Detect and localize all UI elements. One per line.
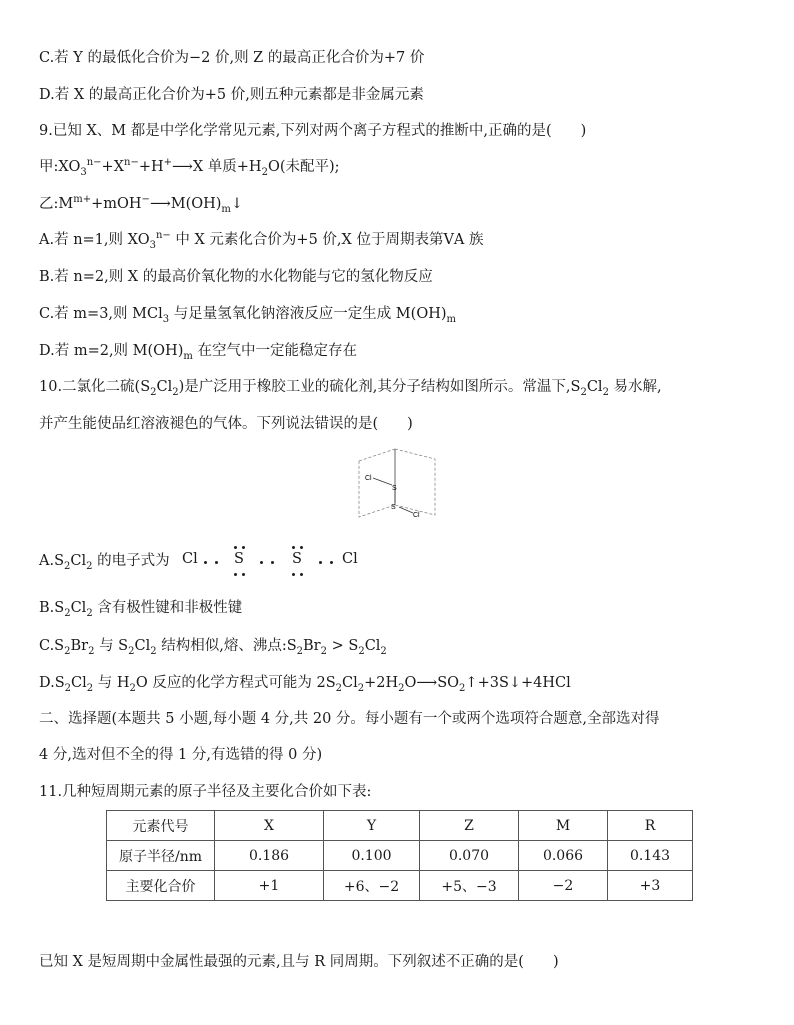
q9-option-b: B.若 n=2,则 X 的最高价氧化物的水化物能与它的氢化物反应 [39, 269, 433, 285]
q9-option-d: D.若 m=2,则 $M(OH)_m$ 在空气中一定能稳定存在 [39, 343, 357, 362]
q10-option-a: $A.S_2Cl_2$ 的电子式为 [39, 553, 170, 572]
table-header-cell: 元素代号 [107, 811, 215, 841]
s2cl2-structure-figure [355, 445, 443, 529]
q10-option-d: $D.S_2Cl_2$ 与 $H_2O$ 反应的化学方程式可能为 $2S_2Cl_2+2H_2O⟶SO_2↑+3S↓+4HCl$ [39, 675, 571, 694]
table-row [107, 841, 693, 871]
table-cell: 主要化合价 [107, 871, 215, 901]
table-cell: −2 [519, 871, 608, 901]
figure-s-label-2: S [391, 504, 396, 511]
lewis-s-right: S [292, 551, 302, 567]
table-header-cell: Y [324, 811, 420, 841]
figure-cl-label-1: Cl [365, 475, 372, 482]
table-header-row [107, 811, 693, 841]
table-cell: 0.066 [519, 841, 608, 871]
table-cell: +5、−3 [420, 871, 519, 901]
lewis-cl-right: Cl [342, 551, 358, 567]
q11-followup: 已知 X 是短周期中金属性最强的元素,且与 R 同周期。下列叙述不正确的是( ) [39, 954, 559, 970]
q9-option-a: A.若 n=1,则 $XO_3^{n-}$ 中 X 元素化合价为+5 价,X 位于周期表第ⅤA 族 [39, 230, 484, 251]
q9-equation-yi: 乙$:M^{m+}+mOH^-⟶M(OH)_m↓$ [39, 194, 244, 215]
q10-option-c: $C.S_2Br_2$ 与 $S_2Cl_2$ 结构相似,熔、沸点$:S_2Br_2 > S_2Cl_2$ [39, 638, 387, 657]
table-header-cell: M [519, 811, 608, 841]
table-cell: 0.100 [324, 841, 420, 871]
q9-stem: 9.已知 X、M 都是中学化学常见元素,下列对两个离子方程式的推断中,正确的是( ) [39, 123, 587, 139]
table-header-cell: R [608, 811, 693, 841]
q10-stem-line1: 10.二氯化二硫$(S_2Cl_2)$是广泛用于橡胶工业的硫化剂,其分子结构如图所示。常温下$,S_2Cl_2$ 易水解, [39, 379, 662, 398]
table-header-cell: Z [420, 811, 519, 841]
q10-option-b: $B.S_2Cl_2$ 含有极性键和非极性键 [39, 600, 243, 619]
lewis-cl-left: Cl [182, 551, 198, 567]
section2-instructions-line2: 4 分,选对但不全的得 1 分,有选错的得 0 分) [39, 747, 323, 763]
q9-option-c: C.若 m=3,则 MCl$_3$ 与足量氢氧化钠溶液反应一定生成 $M(OH)_m$ [39, 306, 456, 325]
figure-s-label-1: S [392, 485, 397, 492]
q8-option-c: C.若 Y 的最低化合价为−2 价,则 Z 的最高正化合价为+7 价 [39, 50, 425, 66]
lewis-structure [182, 545, 362, 575]
q9-equation-jia: 甲$:XO_3^{n-}+X^{n-}+H^+⟶X$ 单质$+H_2O$(未配平); [39, 157, 340, 178]
table-cell: +3 [608, 871, 693, 901]
figure-cl-label-2: Cl [413, 512, 420, 519]
table-cell: +6、−2 [324, 871, 420, 901]
q10-stem-line2: 并产生能使品红溶液褪色的气体。下列说法错误的是( ) [39, 416, 413, 432]
table-cell: 原子半径/nm [107, 841, 215, 871]
table-cell: 0.143 [608, 841, 693, 871]
element-data-table [106, 810, 693, 901]
q11-stem: 11.几种短周期元素的原子半径及主要化合价如下表: [39, 784, 372, 800]
section2-instructions-line1: 二、选择题(本题共 5 小题,每小题 4 分,共 20 分。每小题有一个或两个选项符合题意,全部选对得 [39, 711, 660, 727]
q8-option-d: D.若 X 的最高正化合价为+5 价,则五种元素都是非金属元素 [39, 87, 424, 103]
table-cell: +1 [215, 871, 324, 901]
lewis-s-left: S [234, 551, 244, 567]
table-header-cell: X [215, 811, 324, 841]
table-cell: 0.186 [215, 841, 324, 871]
table-row [107, 871, 693, 901]
table-cell: 0.070 [420, 841, 519, 871]
